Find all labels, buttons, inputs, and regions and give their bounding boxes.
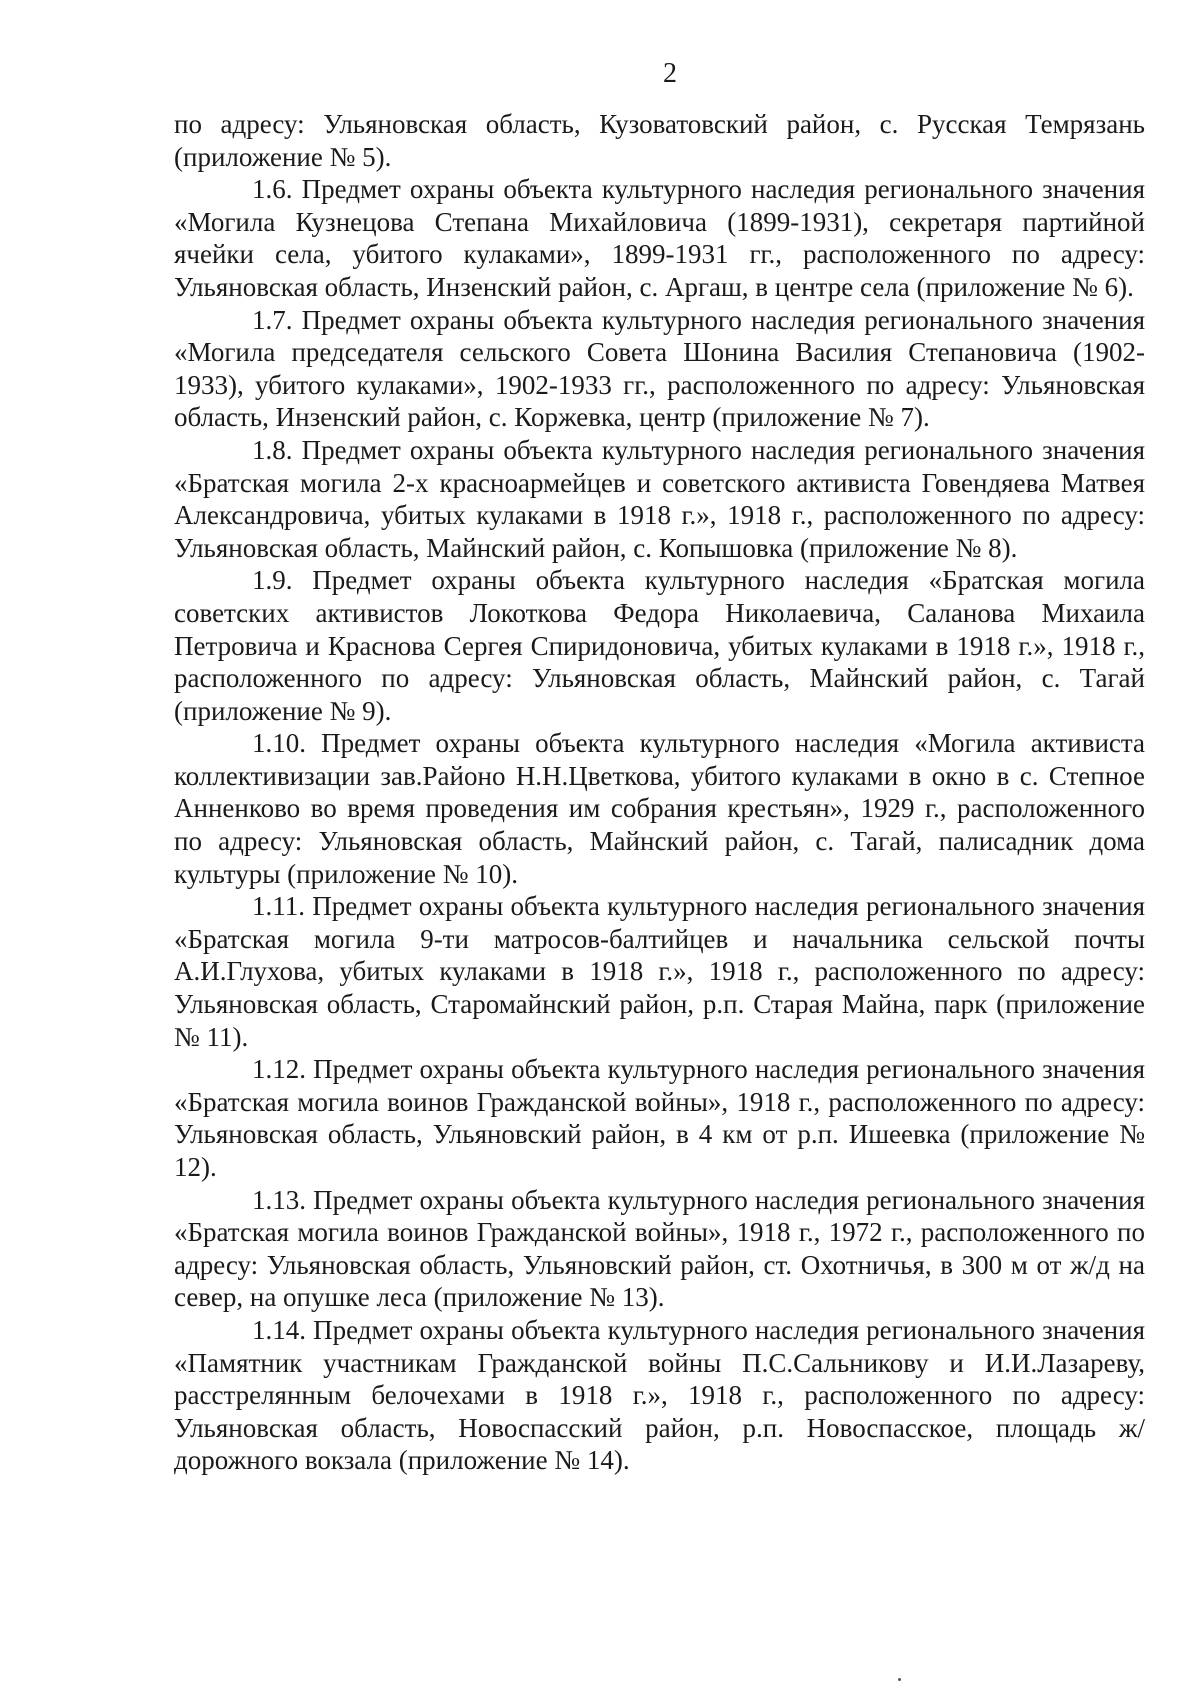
- paragraph-item-1-8: 1.8. Предмет охраны объекта культурного наследия регионального значения «Братская могила 2-х красноармейцев и советского активиста Говендяева Матвея Александровича, убитых кулаками в 1918 г.», 1918 г., расположенного по адресу: Ульяновская область, Майнский район, с. Копышовка (приложение № 8).: [174, 434, 1145, 563]
- paragraph-item-1-9: 1.9. Предмет охраны объекта культурного наследия «Братская могила советских активистов Локоткова Федора Николаевича, Саланова Михаила Петровича и Краснова Сергея Спиридоновича, убитых кулаками в 1918 г.», 1918 г., расположенного по адресу: Ульяновская область, Майнский район, с. Тагай (приложение № 9).: [174, 565, 1145, 726]
- scan-speck: [898, 1678, 901, 1681]
- page-number: 2: [663, 58, 677, 89]
- paragraph-item-1-11: 1.11. Предмет охраны объекта культурного наследия регионального значения «Братская могила 9-ти матросов-балтийцев и начальника сельской почты А.И.Глухова, убитых кулаками в 1918 г.», 1918 г., расположенного по адресу: Ульяновская область, Старомайнский район, р.п. Старая Майна, парк (приложение № 11).: [174, 891, 1145, 1052]
- paragraph-continuation-1-5: по адресу: Ульяновская область, Кузоватовский район, с. Русская Темрязань (приложение № 5).: [174, 109, 1145, 172]
- paragraph-item-1-10: 1.10. Предмет охраны объекта культурного наследия «Могила активиста коллективизации зав.Районо Н.Н.Цветкова, убитого кулаками в окно в с. Степное Анненково во время проведения им собрания крестьян», 1929 г., расположенного по адресу: Ульяновская область, Майнский район, с. Тагай, палисадник дома культуры (приложение № 10).: [174, 728, 1145, 889]
- paragraph-item-1-12: 1.12. Предмет охраны объекта культурного наследия регионального значения «Братская могила воинов Гражданской войны», 1918 г., расположенного по адресу: Ульяновская область, Ульяновский район, в 4 км от р.п. Ишеевка (приложение № 12).: [174, 1054, 1145, 1182]
- paragraph-item-1-14: 1.14. Предмет охраны объекта культурного наследия регионального значения «Памятник участникам Гражданской войны П.С.Сальникову и И.И.Лазареву, расстрелянным белочехами в 1918 г.», 1918 г., расположенного по адресу: Ульяновская область, Новоспасский район, р.п. Новоспасское, площадь ж/дорожного вокзала (приложение № 14).: [174, 1314, 1145, 1476]
- paragraph-item-1-13: 1.13. Предмет охраны объекта культурного наследия регионального значения «Братская могила воинов Гражданской войны», 1918 г., 1972 г., расположенного по адресу: Ульяновская область, Ульяновский район, ст. Охотничья, в 300 м от ж/д на север, на опушке леса (приложение № 13).: [174, 1184, 1145, 1313]
- document-body: [174, 108, 1145, 1477]
- paragraph-item-1-6: 1.6. Предмет охраны объекта культурного наследия регионального значения «Могила Кузнецова Степана Михайловича (1899-1931), секретаря партийной ячейки села, убитого кулаками», 1899-1931 гг., расположенного по адресу: Ульяновская область, Инзенский район, с. Аргаш, в центре села (приложение № 6).: [174, 174, 1145, 302]
- paragraph-item-1-7: 1.7. Предмет охраны объекта культурного наследия регионального значения «Могила председателя сельского Совета Шонина Василия Степановича (1902-1933), убитого кулаками», 1902-1933 гг., расположенного по адресу: Ульяновская область, Инзенский район, с. Коржевка, центр (приложение № 7).: [174, 304, 1145, 433]
